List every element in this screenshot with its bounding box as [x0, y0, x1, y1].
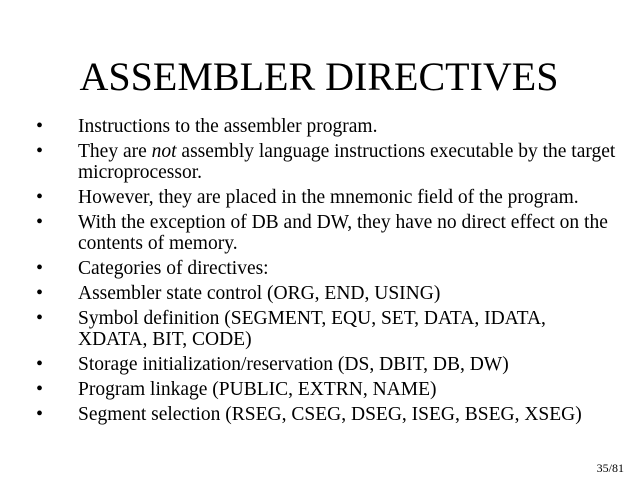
- bullet-item: [36, 404, 616, 425]
- bullet-item: [36, 258, 616, 279]
- bullet-icon: •: [36, 403, 44, 425]
- bullet-text-after: assembly language instructions executable by the target microprocessor.: [78, 141, 616, 183]
- slide-title: ASSEMBLER DIRECTIVES: [79, 54, 559, 99]
- bullet-text: Segment selection (RSEG, CSEG, DSEG, ISEG, BSEG, XSEG): [78, 404, 582, 425]
- bullet-icon: •: [36, 186, 44, 208]
- bullet-item: [36, 141, 616, 183]
- bullet-text: Symbol definition (SEGMENT, EQU, SET, DATA, IDATA, XDATA, BIT, CODE): [78, 308, 546, 350]
- bullet-item: [36, 212, 616, 254]
- bullet-icon: •: [36, 282, 44, 304]
- bullet-text: Assembler state control (ORG, END, USING): [78, 283, 441, 304]
- bullet-icon: •: [36, 211, 44, 233]
- bullet-item: [36, 283, 616, 304]
- bullet-item: [36, 187, 616, 208]
- bullet-text: With the exception of DB and DW, they have no direct effect on the contents of memory.: [78, 212, 608, 254]
- bullet-item: [36, 308, 616, 350]
- bullet-text: Storage initialization/reservation (DS, DBIT, DB, DW): [78, 354, 509, 375]
- bullet-item: [36, 379, 616, 400]
- bullet-text: However, they are placed in the mnemonic field of the program.: [78, 187, 579, 208]
- bullet-text: Categories of directives:: [78, 258, 269, 279]
- bullet-emphasis: not: [151, 141, 177, 162]
- bullet-item: [36, 116, 616, 137]
- bullet-icon: •: [36, 353, 44, 375]
- bullet-icon: •: [36, 257, 44, 279]
- bullet-list: [36, 116, 616, 429]
- bullet-icon: •: [36, 115, 44, 137]
- page-number: 35/81: [596, 461, 624, 475]
- bullet-icon: •: [36, 307, 44, 329]
- bullet-icon: •: [36, 378, 44, 400]
- bullet-icon: •: [36, 140, 44, 162]
- bullet-text: Program linkage (PUBLIC, EXTRN, NAME): [78, 379, 437, 400]
- bullet-text: Instructions to the assembler program.: [78, 116, 378, 137]
- bullet-item: [36, 354, 616, 375]
- bullet-text-before: They are: [78, 141, 152, 162]
